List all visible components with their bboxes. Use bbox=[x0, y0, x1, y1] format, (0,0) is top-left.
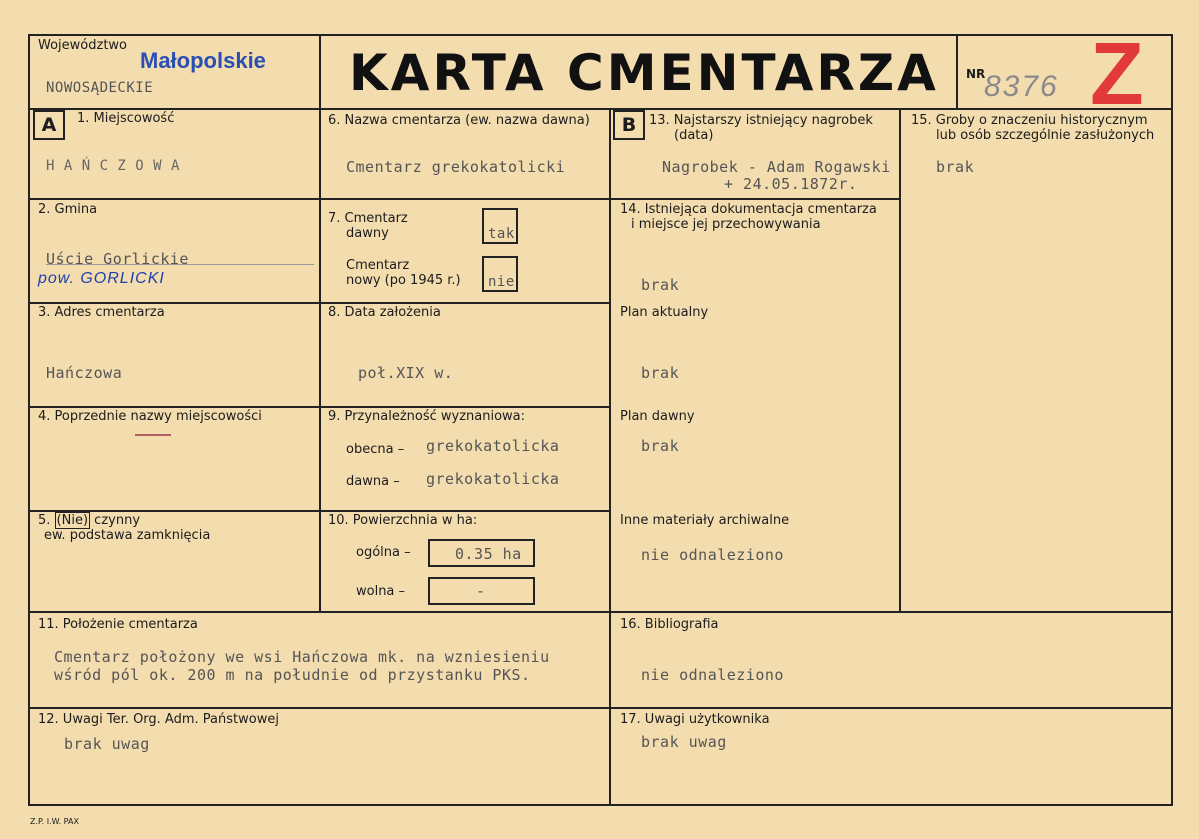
nr-label: NR bbox=[966, 67, 986, 81]
divider bbox=[899, 108, 901, 611]
divider bbox=[319, 510, 609, 512]
wojewodztwo-typed: NOWOSĄDECKIE bbox=[46, 80, 154, 96]
field-5-prefix: 5. bbox=[38, 513, 51, 528]
field-14-value: brak bbox=[641, 276, 680, 294]
divider bbox=[319, 108, 321, 611]
field-6-value: Cmentarz grekokatolicki bbox=[346, 158, 566, 176]
wojewodztwo-stamp: Małopolskie bbox=[140, 48, 266, 73]
field-14-label2: i miejsce jej przechowywania bbox=[631, 217, 821, 232]
underline bbox=[46, 264, 314, 265]
field-7b-label: Cmentarz bbox=[346, 258, 410, 273]
field-16-label: 16. Bibliografia bbox=[620, 617, 719, 632]
section-b-marker: B bbox=[613, 110, 645, 140]
field-5-nie: (Nie) bbox=[56, 513, 89, 528]
divider bbox=[319, 302, 609, 304]
field-4-label: 4. Poprzednie nazwy miejscowości bbox=[38, 409, 262, 424]
field-7a-label: 7. Cmentarz bbox=[328, 211, 408, 226]
divider bbox=[30, 302, 319, 304]
section-a-marker: A bbox=[33, 110, 65, 140]
field-7a-label2: dawny bbox=[346, 226, 389, 241]
field-1-label: 1. Miejscowość bbox=[77, 111, 175, 126]
field-12-label: 12. Uwagi Ter. Org. Adm. Państwowej bbox=[38, 712, 279, 727]
field-9-dawna-label: dawna – bbox=[346, 474, 400, 489]
page-title: KARTA CMENTARZA bbox=[349, 44, 939, 102]
plan-dawny-value: brak bbox=[641, 437, 680, 455]
field-5-label bbox=[38, 513, 140, 529]
divider bbox=[319, 198, 609, 200]
field-12-value: brak uwag bbox=[64, 735, 150, 753]
field-9-obecna-label: obecna – bbox=[346, 442, 405, 457]
field-7b-value: nie bbox=[488, 274, 515, 290]
divider bbox=[30, 406, 319, 408]
field-17-label: 17. Uwagi użytkownika bbox=[620, 712, 770, 727]
field-15-label: 15. Groby o znaczeniu historycznym bbox=[911, 113, 1148, 128]
printer-imprint: Z.P. I.W. PAX bbox=[30, 817, 79, 826]
field-17-value: brak uwag bbox=[641, 733, 727, 751]
inne-materialy-value: nie odnaleziono bbox=[641, 546, 784, 564]
field-10-wolna-label: wolna – bbox=[356, 584, 406, 599]
field-3-value: Hańczowa bbox=[46, 364, 123, 382]
red-z-mark: Z bbox=[1090, 24, 1144, 123]
field-10-wolna-value: - bbox=[476, 582, 486, 600]
divider bbox=[319, 36, 321, 108]
divider bbox=[30, 198, 319, 200]
field-5-rest: czynny bbox=[94, 513, 141, 528]
field-9-obecna-value: grekokatolicka bbox=[426, 437, 560, 455]
field-11-label: 11. Położenie cmentarza bbox=[38, 617, 198, 632]
field-8-label: 8. Data założenia bbox=[328, 305, 441, 320]
inne-materialy-label: Inne materiały archiwalne bbox=[620, 513, 790, 528]
field-14-label: 14. Istniejąca dokumentacja cmentarza bbox=[620, 202, 877, 217]
field-13-label2: (data) bbox=[674, 128, 714, 143]
plan-aktualny-label: Plan aktualny bbox=[620, 305, 709, 320]
field-5-label-line2: ew. podstawa zamknięcia bbox=[44, 528, 211, 543]
field-6-label: 6. Nazwa cmentarza (ew. nazwa dawna) bbox=[328, 113, 590, 128]
divider bbox=[319, 406, 609, 408]
plan-aktualny-value: brak bbox=[641, 364, 680, 382]
field-10-ogolna-label: ogólna – bbox=[356, 545, 411, 560]
divider bbox=[956, 36, 958, 108]
divider bbox=[30, 707, 1171, 709]
field-3-label: 3. Adres cmentarza bbox=[38, 305, 165, 320]
field-13-value-1: Nagrobek - Adam Rogawski bbox=[662, 158, 891, 176]
nr-value: 8376 bbox=[984, 70, 1059, 103]
divider bbox=[30, 611, 1171, 613]
field-16-value: nie odnaleziono bbox=[641, 666, 784, 684]
field-9-dawna-value: grekokatolicka bbox=[426, 470, 560, 488]
field-2-handwritten: pow. GORLICKI bbox=[38, 270, 165, 287]
field-11-value-2: wśród pól ok. 200 m na południe od przystanku PKS. bbox=[54, 666, 531, 684]
field-8-value: poł.XIX w. bbox=[358, 364, 454, 382]
divider bbox=[30, 108, 1171, 110]
field-7b-label2: nowy (po 1945 r.) bbox=[346, 273, 461, 288]
field-2-value: Uście Gorlickie bbox=[46, 250, 189, 268]
divider bbox=[609, 198, 899, 200]
field-13-label: 13. Najstarszy istniejący nagrobek bbox=[649, 113, 873, 128]
field-11-value-1: Cmentarz położony we wsi Hańczowa mk. na wzniesieniu bbox=[54, 648, 550, 666]
field-7a-value: tak bbox=[488, 226, 515, 242]
field-15-label2: lub osób szczególnie zasłużonych bbox=[936, 128, 1155, 143]
field-2-label: 2. Gmina bbox=[38, 202, 98, 217]
field-10-label: 10. Powierzchnia w ha: bbox=[328, 513, 478, 528]
field-1-value: H A Ń C Z O W A bbox=[46, 158, 180, 174]
field-10-ogolna-value: 0.35 ha bbox=[455, 545, 522, 563]
field-15-value: brak bbox=[936, 158, 975, 176]
underline-mark bbox=[135, 434, 171, 436]
divider bbox=[609, 108, 611, 806]
plan-dawny-label: Plan dawny bbox=[620, 409, 695, 424]
field-13-value-2: + 24.05.1872r. bbox=[724, 175, 858, 193]
field-9-label: 9. Przynależność wyznaniowa: bbox=[328, 409, 526, 424]
wojewodztwo-label: Województwo bbox=[38, 38, 128, 53]
